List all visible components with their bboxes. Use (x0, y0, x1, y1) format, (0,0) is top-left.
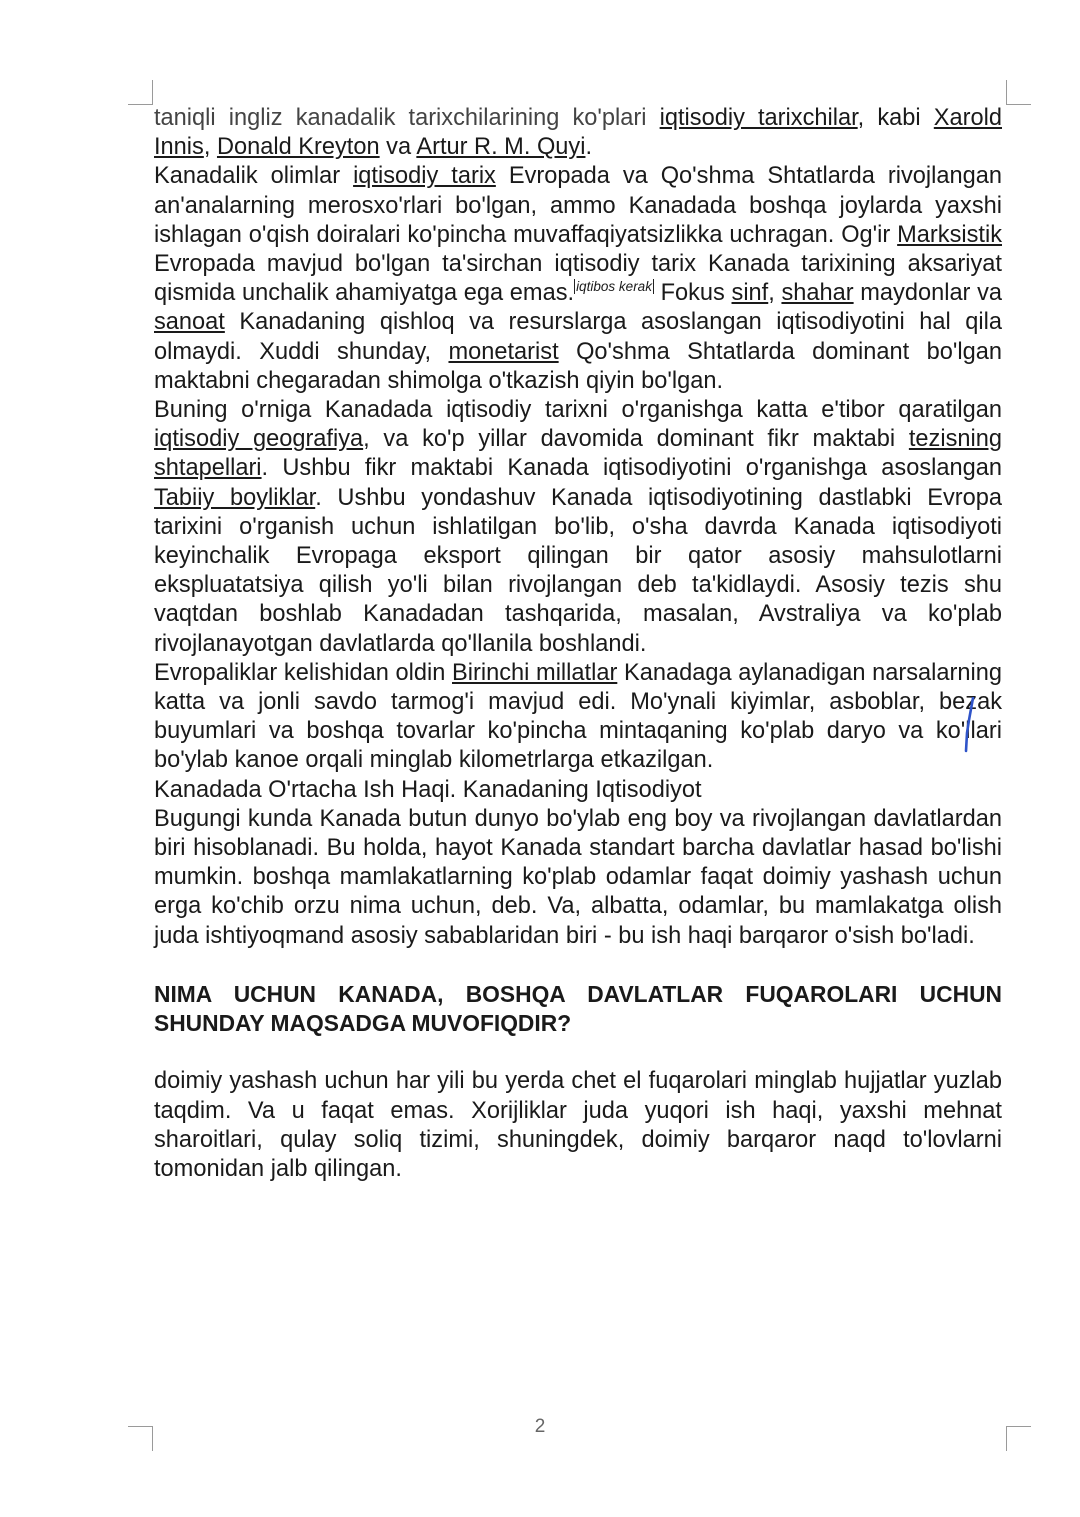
hyperlink[interactable]: Birinchi millatlar (452, 659, 618, 686)
text-run: Qo'shma Shtatlarda dominant bo'lgan maktabni chegaradan shimolga o'tkazish qiyin bo'lgan. (154, 338, 1002, 394)
spacer (154, 951, 1002, 980)
hyperlink[interactable]: Donald Kreyton (216, 134, 380, 161)
text-run: Kanadalik olimlar (154, 163, 354, 190)
hyperlink[interactable]: Marksistik (897, 221, 1002, 248)
text-run: Buning o'rniga Kanadada iqtisodiy tarixni o'rganishga katta e'tibor qaratilgan (154, 397, 1002, 424)
text-run: , kabi (857, 105, 934, 131)
hyperlink[interactable]: Artur R. M. Quyi (416, 134, 586, 161)
text-run: , (768, 280, 782, 307)
text-run: Evropaliklar kelishidan oldin (154, 659, 453, 686)
top-right-margin-marker (1006, 80, 1031, 105)
text-run: taniqli ingliz kanadalik tarixchilarining ko'plari (154, 105, 660, 131)
paragraph (154, 104, 1002, 162)
hyperlink[interactable]: shahar (781, 280, 854, 307)
paragraph (154, 396, 1002, 659)
text-run: Evropada mavjud bo'lgan ta'sirchan iqtisodiy tarix Kanada tarixining aksariyat qismida unchalik ahamiyatga ega emas. (154, 251, 1002, 307)
text-run: maydonlar va (853, 280, 1002, 307)
text-run: Kanadaning qishloq va resurslarga asoslangan iqtisodiyotini hal qila olmaydi. Xuddi shunday, (154, 309, 1002, 365)
hyperlink[interactable]: monetarist (448, 338, 559, 365)
text-run: . Ushbu yondashuv Kanada iqtisodiyotining dastlabki Evropa tarixini o'rganish uchun ishlatilgan bo'lib, o'sha davrda Kanada iqtisodiyoti keyinchalik Evropaga eksport qilingan bir qator asosiy mahsulotlarni ekspluatatsiya qilish yo'li bilan rivojlangan deb ta'kidlaydi. Asosiy tezis shu vaqtdan boshlab Kanadadan tashqarida, masalan, Avstraliya va ko'plab rivojlanayotgan davlatlarda qo'llanila boshlandi. (154, 484, 1002, 657)
hyperlink[interactable]: iqtisodiy geografiya (154, 426, 364, 453)
paragraph (154, 162, 1002, 396)
text-run: Fokus (653, 280, 732, 307)
page-number: 2 (534, 1416, 546, 1437)
hyperlink[interactable]: tezisning shtapellari (154, 426, 1002, 482)
text-cursor-icon (958, 697, 980, 755)
paragraph (154, 805, 1002, 951)
closing-paragraph: doimiy yashash uchun har yili bu yerda chet el fuqarolari minglab hujjatlar yuzlab taqdim. Va u faqat emas. Xorijliklar juda yuqori ish haqi, yaxshi mehnat sharoitlari, qulay soliq tizimi, shuningdek, doimiy barqaror naqd to'lovlarni tomonidan jalb qilingan. (154, 1068, 1002, 1182)
hyperlink[interactable]: sinf (731, 280, 769, 307)
text-run: Kanadada O'rtacha Ish Haqi. Kanadaning Iqtisodiyot (154, 776, 702, 803)
hyperlink[interactable]: Xarold Innis (154, 105, 1002, 161)
body-paragraphs (154, 104, 1002, 951)
document-body[interactable] (154, 104, 1002, 1184)
text-run: . Ushbu fikr maktabi Kanada iqtisodiyotini o'rganishga asoslangan (261, 455, 1002, 482)
text-run: Bugungi kunda Kanada butun dunyo bo'ylab eng boy va rivojlangan davlatlardan biri hisoblanadi. Bu holda, hayot Kanada standart barcha davlatlar hasad bo'lishi mumkin. boshqa mamlakatlarning ko'plab odamlar faqat doimiy yashash uchun erga ko'chib orzu nima uchun, deb. Va, albatta, odamlar, bu mamlakatga olish juda ishtiyoqmand asosiy sabablaridan biri - bu ish haqi barqaror o'sish bo'ladi. (154, 805, 1002, 949)
text-run: , va ko'p yillar davomida dominant fikr maktabi (363, 426, 909, 453)
hyperlink[interactable]: iqtisodiy tarixchilar (659, 105, 858, 131)
text-run: Kanadaga aylanadigan narsalarning katta va jonli savdo tarmog'i mavjud edi. Mo'ynali kiyimlar, asboblar, bezak buyumlari va boshqa tovarlar ko'pincha mintaqaning ko'plab daryo va ko'llari bo'ylab kanoe orqali minglab kilometrlarga etkazilgan. (154, 659, 1002, 774)
top-left-margin-marker (128, 80, 153, 105)
hyperlink[interactable]: Tabiiy boyliklar (154, 484, 316, 511)
section-heading: NIMA UCHUN KANADA, BOSHQA DAVLATLAR FUQAROLARI UCHUN SHUNDAY MAQSADGA MUVOFIQDIR? (154, 980, 1002, 1037)
text-run: va (379, 134, 417, 161)
citation-needed-note[interactable]: iqtibos kerak (576, 279, 652, 295)
paragraph (154, 659, 1002, 776)
hyperlink[interactable]: iqtisodiy tarix (353, 163, 496, 190)
paragraph (154, 776, 1002, 805)
hyperlink[interactable]: sanoat (154, 309, 225, 336)
spacer (154, 1038, 1002, 1067)
text-run: Evropada va Qo'shma Shtatlarda rivojlangan an'analarning merosxo'rlari bo'lgan, ammo Kanadada boshqa joylarda yaxshi ishlagan o'qish doiralari ko'pincha muvaffaqiyatsizlikka uchragan. Og'ir (154, 163, 1002, 248)
text-run: . (585, 134, 593, 161)
text-run: , (203, 134, 217, 161)
